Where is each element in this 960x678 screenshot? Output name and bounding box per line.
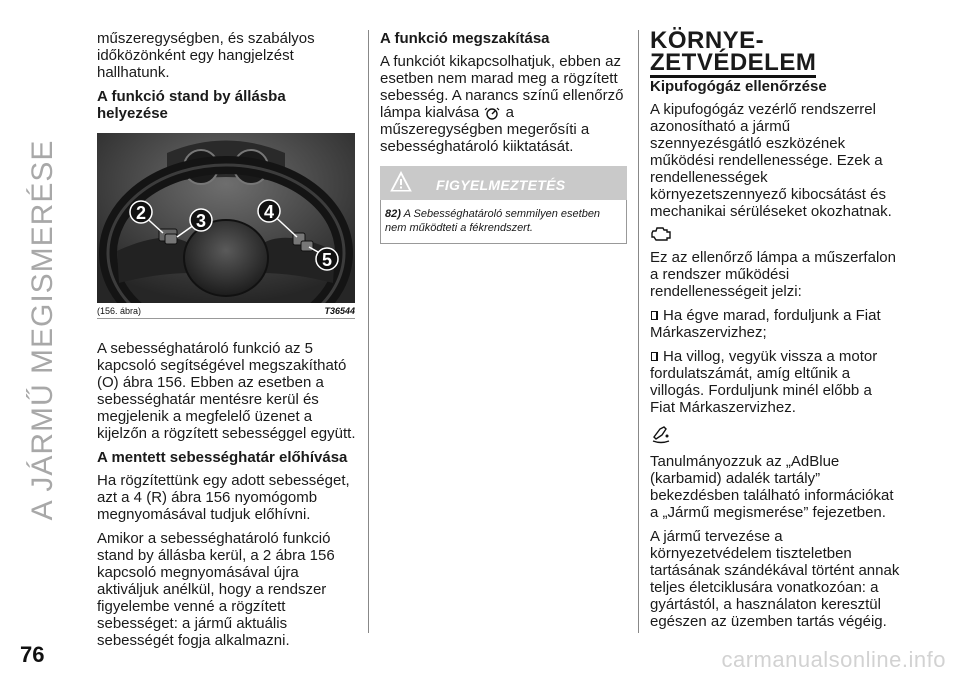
col1-intro: műszeregységben, és szabályos időközönként egy hangjelzést hallhatunk. — [97, 30, 315, 81]
chapter-side-title — [18, 30, 68, 630]
figure-label-3: 3 — [195, 211, 207, 231]
column-divider-1 — [368, 30, 369, 633]
figure-caption — [97, 306, 355, 316]
col2-para-disable — [380, 53, 630, 155]
warning-title: FIGYELMEZTETÉS — [436, 177, 566, 193]
warning-header — [380, 166, 627, 200]
steering-wheel-illustration — [97, 133, 355, 303]
col3-bullet-2-text: Ha villog, vegyük vissza a motor fordulatszámát, amíg eltűnik a villogás. Forduljunk minél előbb a Fiat Márkaszervizhez. — [650, 348, 878, 416]
figure-label-4: 4 — [263, 202, 275, 222]
column-3 — [650, 78, 900, 637]
col2-heading-disable: A funkció megszakítása — [380, 30, 550, 47]
col1-para-interrupt: A sebességhatároló funkció az 5 kapcsoló segítségével megszakítható (O) ábra 156. Ebben az esetben a sebességhatár mentésre kerül és megjelenik a megfelelő üzenet a kijelzőn a rögzített sebességgel együtt. — [97, 340, 356, 442]
figure-label-5: 5 — [321, 250, 333, 270]
column-divider-2 — [638, 30, 639, 633]
col3-para-lamp: Ez az ellenőrző lámpa a műszerfalon a rendszer működési rendellenességeit jelzi: — [650, 249, 896, 300]
col3-bullet-1 — [650, 307, 900, 341]
adblue-nozzle-icon — [650, 423, 672, 445]
engine-check-icon-wrapper — [650, 225, 900, 247]
warning-body — [380, 200, 627, 244]
col2-para-after-icon: a műszeregységben megerősíti a sebességhatároló kiiktatását. — [380, 104, 590, 155]
adblue-icon-wrapper — [650, 423, 900, 449]
environment-heading-line1: KÖRNYE- — [650, 27, 765, 54]
col3-bullet-2 — [650, 348, 900, 416]
col3-para-intro: A kipufogógáz vezérlő rendszerrel azonosítható a jármű szennyezésgátló eszközének működési rendellenessége. Ezek a rendellenességek környezetszennyező kibocsátást és mechanikai sérüléseket okozhatnak. — [650, 101, 892, 220]
col1-para-recall: Ha rögzítettünk egy adott sebességet, azt a 4 (R) ábra 156 nyomógomb megnyomásával tudjuk előhívni. — [97, 472, 350, 523]
bullet-icon — [650, 351, 659, 362]
watermark: carmanualsonline.info — [721, 647, 946, 672]
speed-limiter-warning-icon — [483, 106, 501, 120]
environment-heading — [650, 27, 817, 78]
engine-check-icon — [650, 225, 672, 243]
figure-156-steering-wheel — [97, 133, 355, 303]
figure-label-2: 2 — [135, 203, 147, 223]
col3-subheading: Kipufogógáz ellenőrzése — [650, 78, 827, 95]
col3-para-adblue: Tanulmányozzuk az „AdBlue (karbamid) adalék tartály” bekezdésben található információkat a „Jármű megismerése” fejezetben. — [650, 453, 894, 521]
page-number: 76 — [20, 642, 45, 667]
column-1-top — [97, 30, 359, 128]
figure-rule — [97, 318, 355, 319]
warning-box — [380, 166, 627, 244]
warning-number: 82) — [385, 208, 401, 220]
col2-para-before-icon: A funkciót kikapcsolhatjuk, ebben az esetben nem marad meg a rögzített sebesség. A narancs színű ellenőrző lámpa kialvása — [380, 53, 624, 121]
column-2 — [380, 30, 630, 162]
col3-bullet-1-text: Ha égve marad, forduljunk a Fiat Márkaszervizhez; — [650, 307, 881, 341]
chapter-side-title-text: A JÁRMŰ MEGISMERÉSE — [26, 139, 59, 521]
col1-heading-recall: A mentett sebességhatár előhívása — [97, 449, 348, 466]
col1-para-reactivate: Amikor a sebességhatároló funkció stand by állásba kerül, a 2 ábra 156 kapcsoló megnyomásával újra aktiváljuk anélkül, hogy a rendszer figyelembe venné a rögzített sebességet: a jármű aktuális sebességét fogja alkalmazni. — [97, 530, 335, 649]
warning-text: A Sebességhatároló semmilyen esetben nem működteti a fékrendszert. — [385, 208, 601, 234]
col1-heading-standby: A funkció stand by állásba helyezése — [97, 88, 286, 122]
environment-heading-line2: ZETVÉDELEM — [650, 49, 817, 76]
bullet-icon — [650, 310, 659, 321]
figure-caption-text: (156. ábra) — [97, 306, 142, 316]
column-1-bottom — [97, 340, 359, 656]
warning-triangle-icon — [390, 171, 412, 193]
figure-code: T36544 — [324, 306, 355, 316]
col3-para-lifecycle: A jármű tervezése a környezetvédelem tiszteletben tartásának szándékával történt annak teljes életciklusára vonatkozóan: a gyártástól, a használaton keresztül egészen az üzemben tartás végéig. — [650, 528, 900, 630]
